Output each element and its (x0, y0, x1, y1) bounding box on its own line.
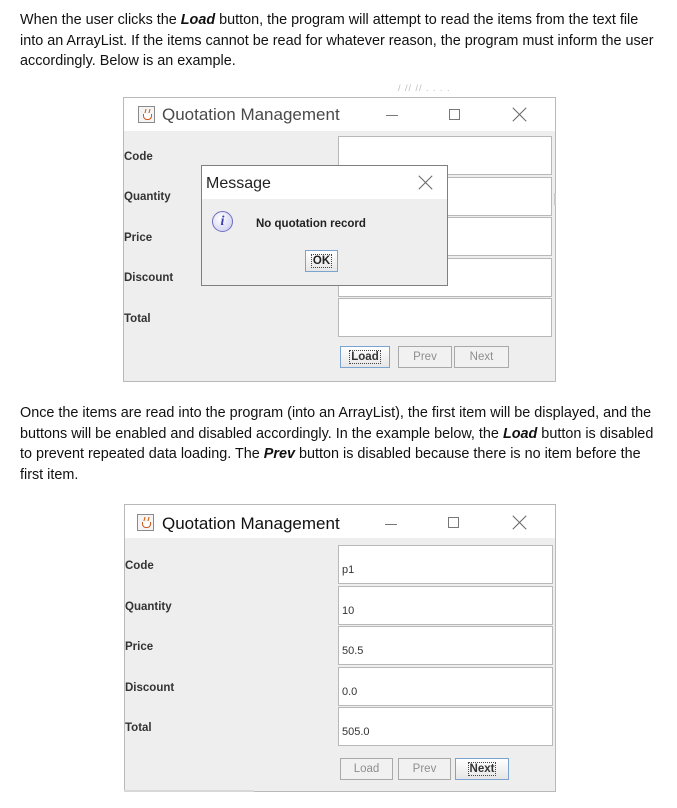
window-title: Quotation Management (162, 105, 340, 124)
maximize-icon[interactable] (449, 109, 460, 120)
dialog-message: No quotation record (256, 218, 366, 230)
java-app-icon (138, 106, 155, 123)
close-icon[interactable] (512, 107, 526, 121)
label-quantity: Quantity (125, 601, 172, 613)
label-total: Total (125, 722, 152, 734)
label-code: Code (124, 151, 153, 163)
label-code: Code (125, 560, 154, 572)
info-icon: i (212, 211, 233, 232)
instruction-paragraph-1 (20, 10, 665, 72)
label-quantity: Quantity (124, 191, 171, 203)
total-field[interactable]: 505.0 (338, 707, 553, 746)
label-price: Price (125, 641, 154, 653)
instruction-paragraph-2 (20, 403, 665, 485)
code-field[interactable]: p1 (338, 545, 553, 584)
dialog-title: Message (206, 175, 271, 192)
next-button[interactable] (455, 758, 509, 780)
prev-button[interactable]: Prev (398, 346, 452, 368)
label-discount: Discount (125, 682, 175, 694)
quantity-field[interactable]: 10 (338, 586, 553, 625)
window-content (125, 538, 555, 791)
total-field[interactable] (338, 298, 552, 337)
quotation-window-2 (124, 504, 556, 792)
text-run: button, the program will attempt to read the items from the text file into an ArrayList. If the items cannot be read for whatever reason, the program must inform the user accordingly. Below is an example. (20, 12, 654, 69)
discount-field[interactable]: 0.0 (338, 667, 553, 706)
maximize-icon[interactable] (448, 517, 459, 528)
dialog-close-icon[interactable] (418, 175, 432, 189)
emphasis-prev: Prev (263, 446, 295, 462)
ok-button[interactable] (305, 250, 338, 272)
window-titlebar[interactable] (124, 98, 555, 131)
minimize-icon[interactable] (385, 524, 397, 525)
text-run: Once the items are read into the program (into an ArrayList), the first item will be displayed, and the buttons will be enabled and disabled accordingly. In the example below, the (20, 405, 652, 442)
minimize-icon[interactable] (386, 115, 398, 116)
edge-fragment (124, 790, 254, 792)
close-icon[interactable] (512, 515, 526, 529)
emphasis-load: Load (502, 425, 538, 442)
load-button-label: Load (351, 351, 379, 363)
load-button[interactable] (340, 346, 390, 368)
ok-button-label: OK (312, 255, 331, 267)
dialog-titlebar[interactable] (202, 166, 447, 199)
load-button[interactable]: Load (340, 758, 393, 780)
text-run: When the user clicks the (20, 12, 181, 28)
clipped-fragment: / // // . . . . (398, 83, 451, 93)
edge-fragment (554, 193, 556, 205)
label-total: Total (124, 313, 151, 325)
price-field[interactable]: 50.5 (338, 626, 553, 665)
next-button-label: Next (469, 763, 495, 775)
message-dialog (201, 165, 448, 286)
label-discount: Discount (124, 272, 174, 284)
window-titlebar[interactable] (125, 505, 555, 538)
prev-button[interactable]: Prev (398, 758, 451, 780)
java-app-icon (137, 514, 154, 531)
emphasis-load: Load (180, 12, 216, 28)
text-run: button is disabled because there is no item before the first item. (20, 446, 641, 483)
window-title: Quotation Management (162, 514, 340, 533)
text-run: button is disabled to prevent repeated data loading. The (20, 425, 654, 462)
next-button[interactable]: Next (454, 346, 509, 368)
label-price: Price (124, 232, 153, 244)
